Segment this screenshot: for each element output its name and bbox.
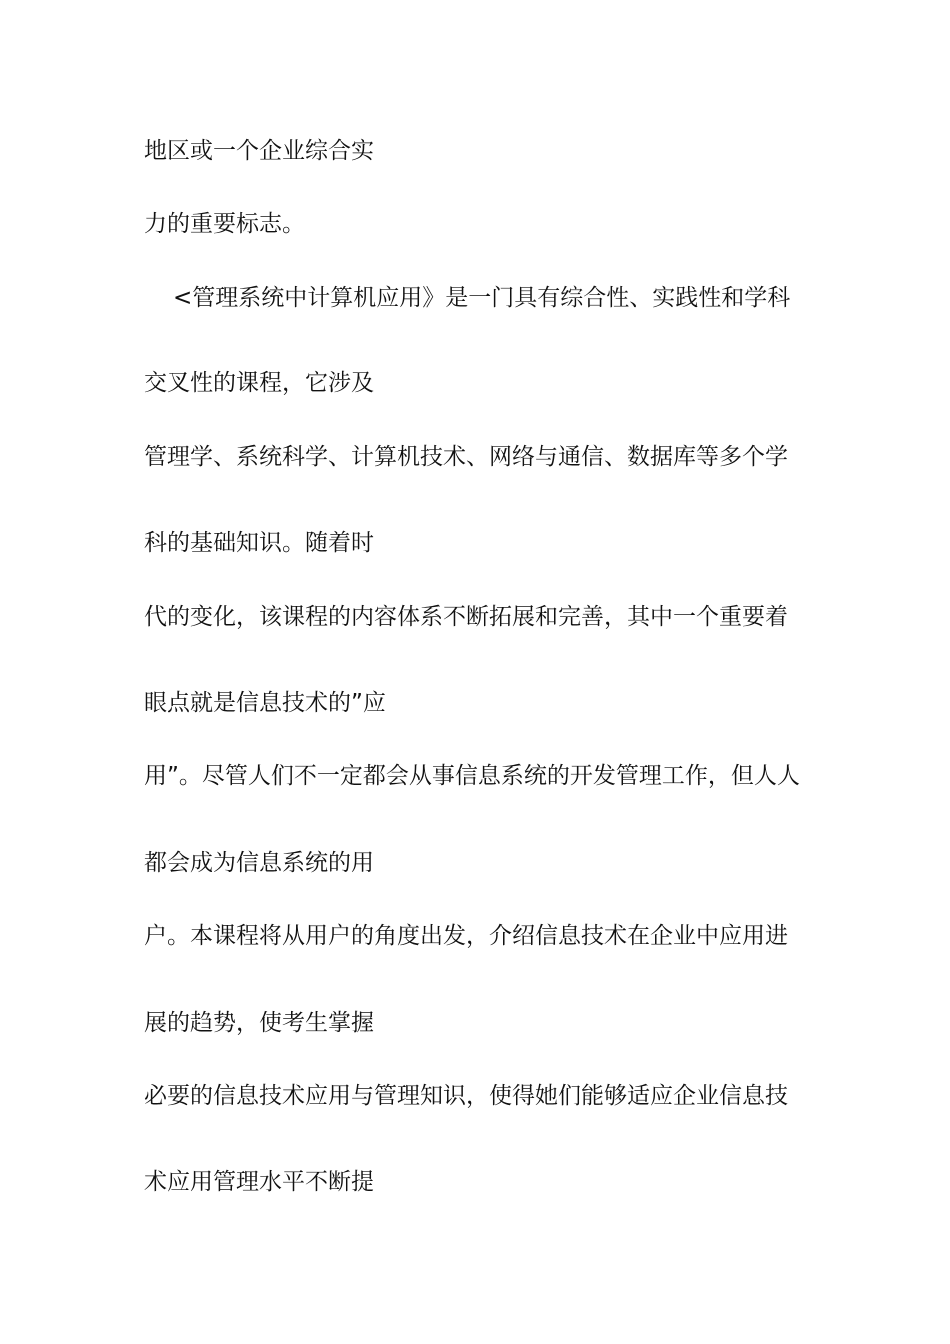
text-line: 管理学、系统科学、计算机技术、网络与通信、数据库等多个学 xyxy=(144,444,788,470)
text-line: 术应用管理水平不断提 xyxy=(144,1169,374,1195)
text-line: 代的变化，该课程的内容体系不断拓展和完善，其中一个重要着 xyxy=(144,604,788,630)
text-line: 展的趋势，使考生掌握 xyxy=(144,1010,374,1036)
text-line: 科的基础知识。随着时 xyxy=(144,530,374,556)
text-line: 力的重要标志。 xyxy=(144,211,305,237)
text-line: 交叉性的课程，它涉及 xyxy=(144,370,374,396)
text-line: 都会成为信息系统的用 xyxy=(144,850,374,876)
text-line: 眼点就是信息技术的”应 xyxy=(144,690,386,716)
text-line: 地区或一个企业综合实 xyxy=(144,138,374,164)
paragraph-start-line: <管理系统中计算机应用》是一门具有综合性、实践性和学科 xyxy=(173,285,791,311)
text-line: 用”。尽管人们不一定都会从事信息系统的开发管理工作，但人人 xyxy=(144,763,800,789)
text-line: 必要的信息技术应用与管理知识，使得她们能够适应企业信息技 xyxy=(144,1083,788,1109)
text-line: 户。本课程将从用户的角度出发，介绍信息技术在企业中应用进 xyxy=(144,923,788,949)
